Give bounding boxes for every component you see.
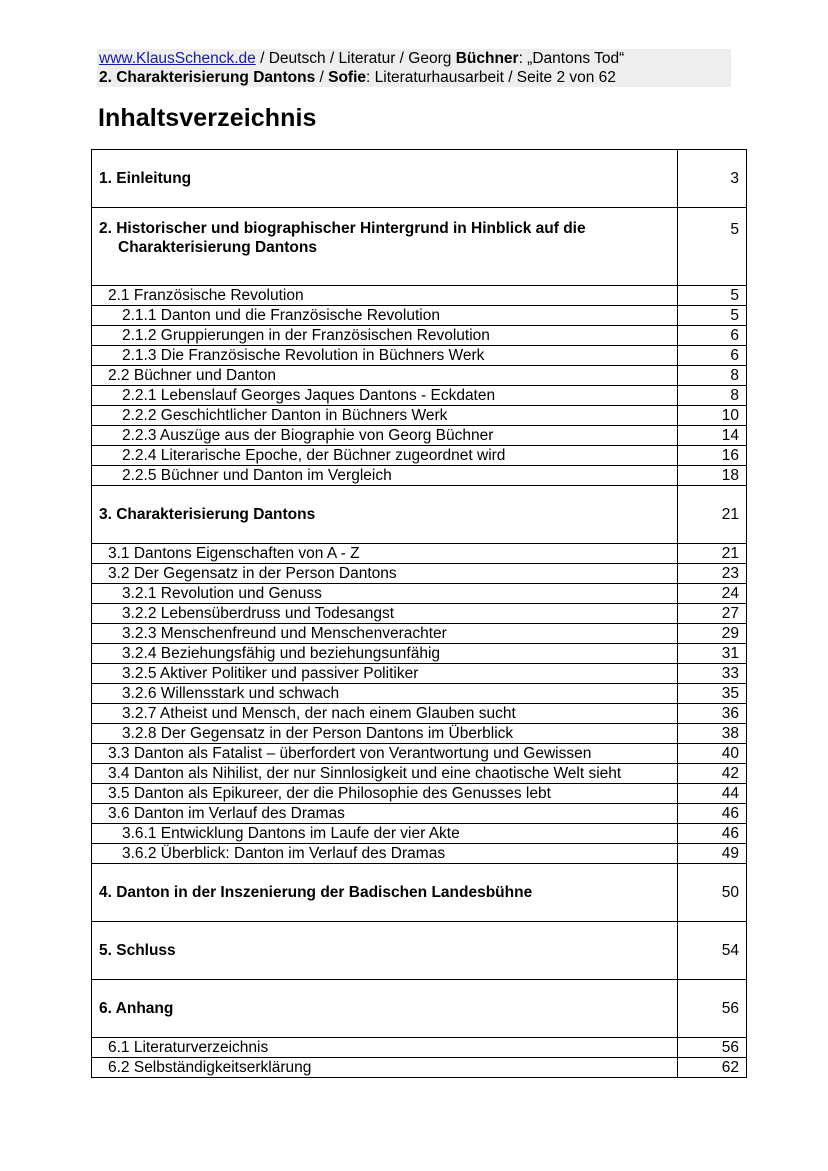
toc-row [92, 306, 747, 326]
toc-entry-page: 46 [678, 824, 747, 844]
toc-row [92, 466, 747, 486]
toc-entry-page: 24 [678, 584, 747, 604]
toc-entry-title: 3.2.1 Revolution und Genuss [92, 584, 678, 604]
toc-entry-title: 2.2.3 Auszüge aus der Biographie von Georg Büchner [92, 426, 678, 446]
toc-entry-title: 2.1 Französische Revolution [92, 286, 678, 306]
toc-row [92, 584, 747, 604]
toc-entry-page: 10 [678, 406, 747, 426]
toc-entry-title: 6. Anhang [92, 980, 678, 1038]
toc-entry-title: 3.2 Der Gegensatz in der Person Dantons [92, 564, 678, 584]
toc-row-chapter [92, 980, 747, 1038]
toc-entry-title: 3.1 Dantons Eigenschaften von A - Z [92, 544, 678, 564]
toc-entry-title: 2.2.1 Lebenslauf Georges Jaques Dantons - Eckdaten [92, 386, 678, 406]
toc-entry-title: 6.2 Selbständigkeitserklärung [92, 1058, 678, 1078]
toc-entry-title: 5. Schluss [92, 922, 678, 980]
toc-row [92, 704, 747, 724]
toc-entry-title: 3.2.8 Der Gegensatz in der Person Dantons im Überblick [92, 724, 678, 744]
toc-entry-title: 3.6.1 Entwicklung Dantons im Laufe der vier Akte [92, 824, 678, 844]
toc-row [92, 346, 747, 366]
toc-entry-page: 14 [678, 426, 747, 446]
toc-row-chapter [92, 486, 747, 544]
toc-entry-page: 50 [678, 864, 747, 922]
toc-entry-page: 33 [678, 664, 747, 684]
header-student: Sofie [328, 69, 367, 86]
toc-entry-title: 3. Charakterisierung Dantons [92, 486, 678, 544]
toc-entry-page: 21 [678, 486, 747, 544]
toc-entry-page: 6 [678, 346, 747, 366]
toc-entry-title: 2.2.5 Büchner und Danton im Vergleich [92, 466, 678, 486]
toc-row [92, 326, 747, 346]
toc-entry-title: 1. Einleitung [92, 150, 678, 208]
toc-entry-page: 56 [678, 980, 747, 1038]
toc-row [92, 604, 747, 624]
toc-row [92, 744, 747, 764]
toc-entry-title: 3.2.6 Willensstark und schwach [92, 684, 678, 704]
toc-row [92, 624, 747, 644]
toc-row [92, 784, 747, 804]
header-path: / Deutsch / Literatur / Georg [255, 50, 456, 67]
toc-entry-title: 3.6 Danton im Verlauf des Dramas [92, 804, 678, 824]
toc-row [92, 544, 747, 564]
toc-entry-title: 2.2.4 Literarische Epoche, der Büchner zugeordnet wird [92, 446, 678, 466]
toc-entry-page: 36 [678, 704, 747, 724]
toc-row [92, 664, 747, 684]
header-line-1 [97, 49, 731, 68]
toc-row-chapter [92, 922, 747, 980]
toc-row [92, 426, 747, 446]
toc-entry-page: 16 [678, 446, 747, 466]
toc-entry-page: 27 [678, 604, 747, 624]
toc-row [92, 1038, 747, 1058]
toc-entry-title: 2.1.3 Die Französische Revolution in Büchners Werk [92, 346, 678, 366]
toc-entry-title: 3.2.4 Beziehungsfähig und beziehungsunfähig [92, 644, 678, 664]
toc-entry-page: 44 [678, 784, 747, 804]
toc-entry-title: 3.6.2 Überblick: Danton im Verlauf des Dramas [92, 844, 678, 864]
toc-entry-page: 8 [678, 366, 747, 386]
toc-entry-page: 18 [678, 466, 747, 486]
running-header [97, 49, 731, 87]
toc-entry-page: 8 [678, 386, 747, 406]
toc-entry-page: 35 [678, 684, 747, 704]
toc-row-chapter [92, 150, 747, 208]
toc-row [92, 286, 747, 306]
header-separator: / [315, 69, 329, 86]
toc-entry-page: 38 [678, 724, 747, 744]
toc-entry-page: 29 [678, 624, 747, 644]
page-title: Inhaltsverzeichnis [98, 104, 317, 132]
toc-entry-page: 54 [678, 922, 747, 980]
toc-row [92, 406, 747, 426]
toc-entry-title: 3.2.5 Aktiver Politiker und passiver Politiker [92, 664, 678, 684]
toc-entry-title: 4. Danton in der Inszenierung der Badischen Landesbühne [92, 864, 678, 922]
toc-entry-page: 5 [678, 306, 747, 326]
toc-entry-page: 23 [678, 564, 747, 584]
toc-entry-page: 62 [678, 1058, 747, 1078]
toc-entry-page: 46 [678, 804, 747, 824]
toc-entry-page: 5 [678, 286, 747, 306]
toc-row [92, 724, 747, 744]
toc-entry-page: 21 [678, 544, 747, 564]
toc-row [92, 446, 747, 466]
toc-entry-title: 2.1.2 Gruppierungen in der Französischen Revolution [92, 326, 678, 346]
toc-row [92, 844, 747, 864]
toc-entry-title: 3.2.3 Menschenfreund und Menschenverachter [92, 624, 678, 644]
toc-row-chapter [92, 208, 747, 286]
toc-row-chapter [92, 864, 747, 922]
toc-entry-page: 5 [678, 208, 747, 286]
toc-row [92, 764, 747, 784]
toc-entry-title: 2.2.2 Geschichtlicher Danton in Büchners Werk [92, 406, 678, 426]
toc-entry-page: 56 [678, 1038, 747, 1058]
header-work: : „Dantons Tod“ [518, 50, 625, 67]
toc-entry-page: 31 [678, 644, 747, 664]
toc-entry-page: 49 [678, 844, 747, 864]
table-of-contents [91, 149, 747, 1078]
header-author: Büchner [455, 50, 519, 67]
toc-entry-title: 3.3 Danton als Fatalist – überfordert von Verantwortung und Gewissen [92, 744, 678, 764]
toc-entry-title: 2. Historischer und biographischer Hintergrund in Hinblick auf die Charakterisierung Dantons [92, 208, 678, 286]
toc-entry-page: 40 [678, 744, 747, 764]
toc-entry-title: 2.1.1 Danton und die Französische Revolution [92, 306, 678, 326]
toc-entry-title: 2.2 Büchner und Danton [92, 366, 678, 386]
toc-row [92, 804, 747, 824]
toc-row [92, 824, 747, 844]
header-line-2 [97, 68, 731, 87]
toc-entry-title: 6.1 Literaturverzeichnis [92, 1038, 678, 1058]
toc-entry-title: 3.5 Danton als Epikureer, der die Philosophie des Genusses lebt [92, 784, 678, 804]
toc-entry-title: 3.2.2 Lebensüberdruss und Todesangst [92, 604, 678, 624]
toc-entry-title: 3.2.7 Atheist und Mensch, der nach einem Glauben sucht [92, 704, 678, 724]
header-page-info: : Literaturhausarbeit / Seite 2 von 62 [366, 69, 616, 86]
site-link[interactable]: www.KlausSchenck.de [99, 50, 256, 67]
toc-row [92, 644, 747, 664]
toc-row [92, 366, 747, 386]
toc-entry-title: 3.4 Danton als Nihilist, der nur Sinnlosigkeit und eine chaotische Welt sieht [92, 764, 678, 784]
toc-entry-page: 42 [678, 764, 747, 784]
toc-entry-page: 6 [678, 326, 747, 346]
toc-row [92, 386, 747, 406]
header-section: 2. Charakterisierung Dantons [99, 69, 316, 86]
toc-row [92, 564, 747, 584]
toc-row [92, 684, 747, 704]
toc-entry-page: 3 [678, 150, 747, 208]
toc-row [92, 1058, 747, 1078]
